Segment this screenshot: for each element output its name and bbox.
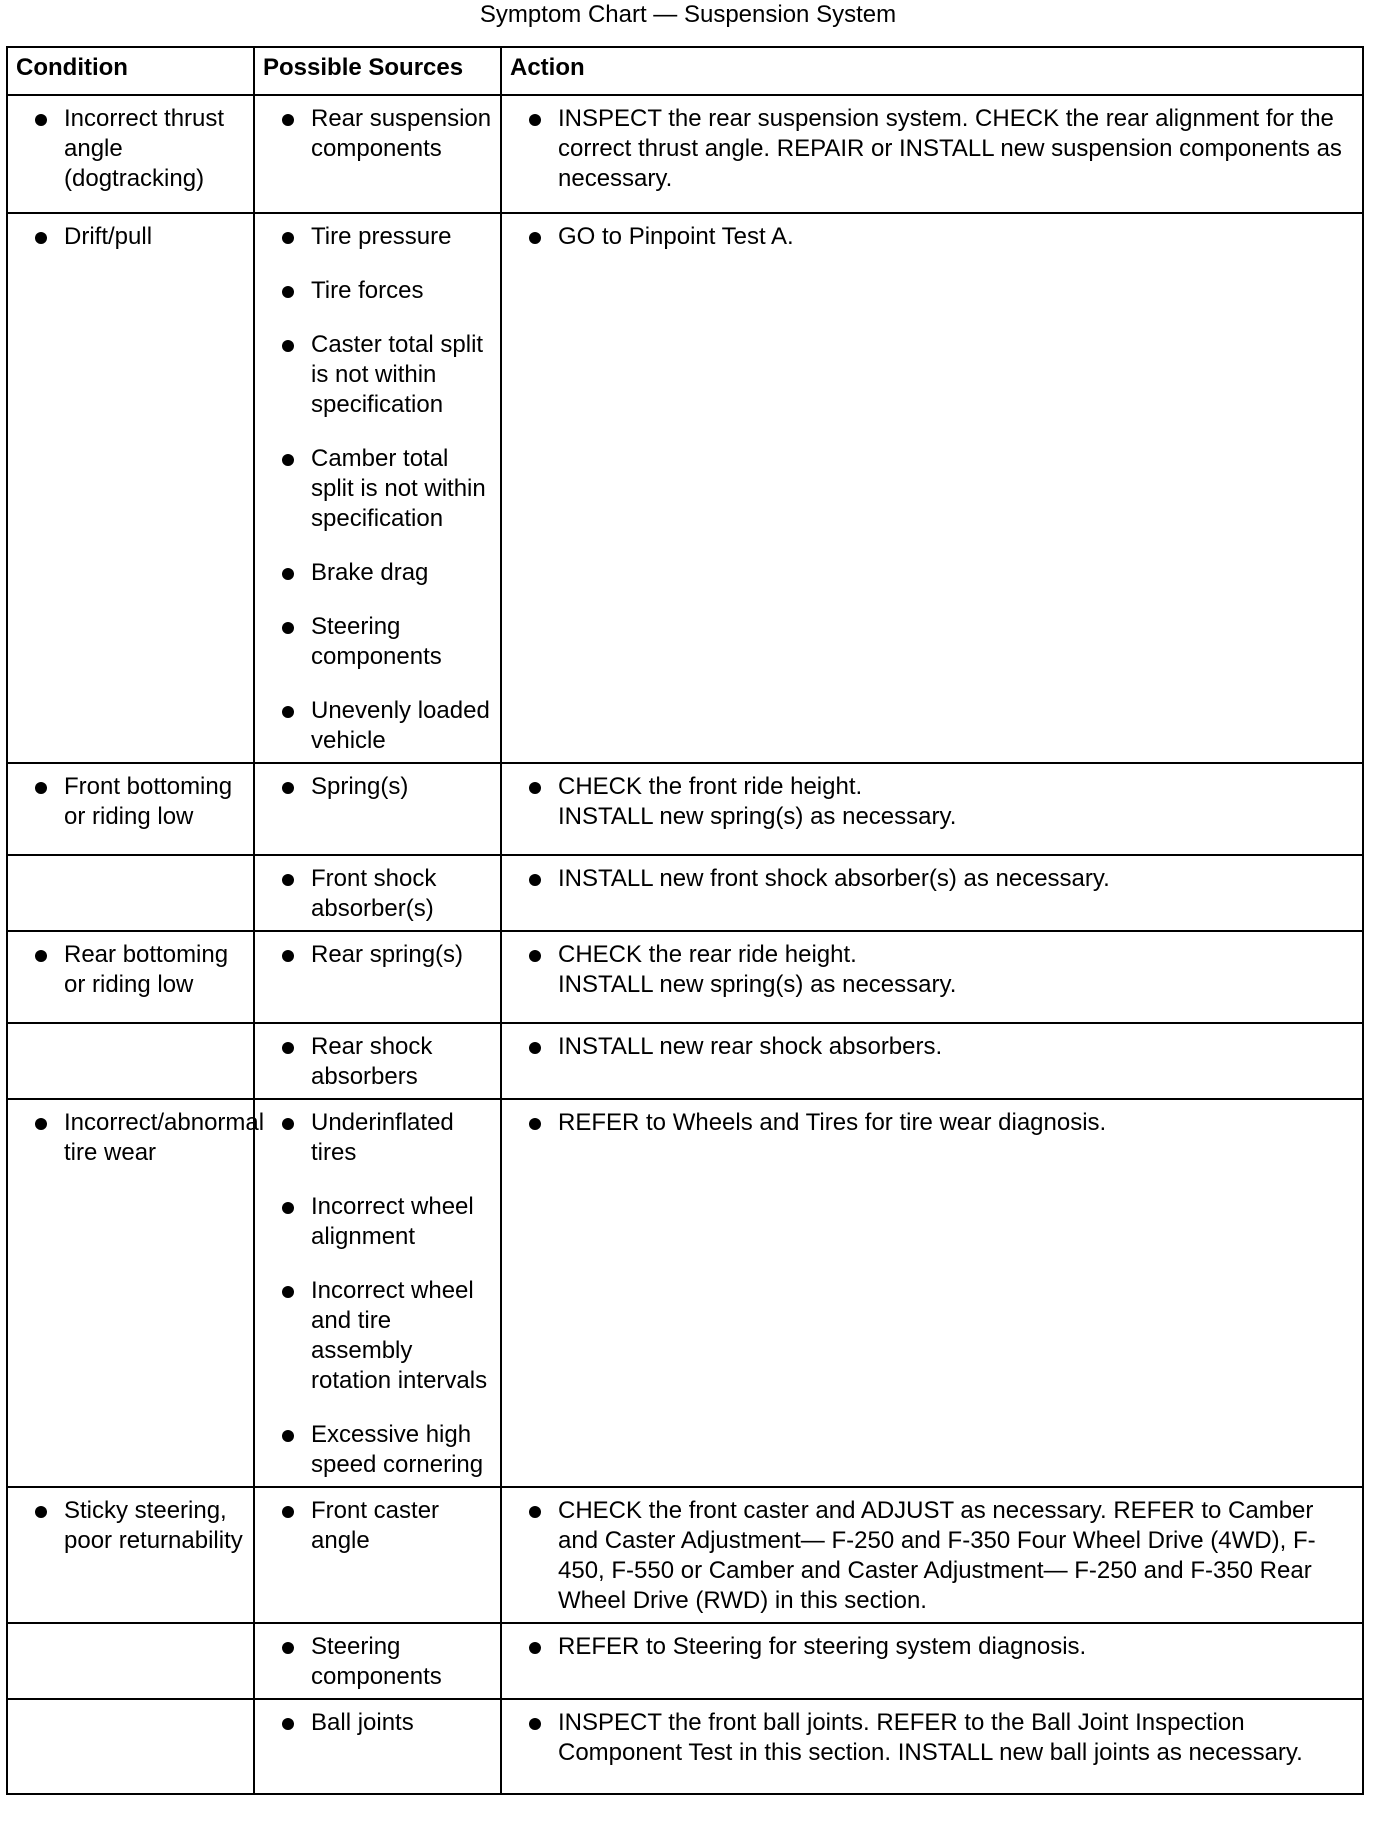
header-action: Action [501, 47, 1363, 95]
source-item: Rear shock absorbers [255, 1032, 492, 1092]
source-item: Steering components [255, 612, 492, 672]
bullet-list [8, 222, 245, 252]
bullet-list [502, 864, 1354, 894]
action-cell [501, 1487, 1363, 1623]
possible-sources-cell [254, 1023, 501, 1099]
action-item [502, 772, 1354, 832]
action-cell [501, 931, 1363, 1023]
source-item: Tire forces [255, 276, 492, 306]
bullet-list [255, 1708, 492, 1738]
bullet-list [255, 104, 492, 164]
possible-sources-cell [254, 855, 501, 931]
condition-cell [7, 763, 254, 855]
possible-sources-cell [254, 1487, 501, 1623]
possible-sources-cell [254, 763, 501, 855]
source-item: Brake drag [255, 558, 492, 588]
header-condition: Condition [7, 47, 254, 95]
possible-sources-cell [254, 213, 501, 763]
source-item: Camber total split is not within specification [255, 444, 492, 534]
table-row [7, 1023, 1363, 1099]
bullet-list [8, 772, 245, 832]
bullet-list [502, 1032, 1354, 1062]
possible-sources-cell [254, 1699, 501, 1794]
condition-item: Front bottoming or riding low [8, 772, 245, 832]
condition-item: Drift/pull [8, 222, 245, 252]
condition-item: Incorrect/abnormal tire wear [8, 1108, 245, 1168]
action-item: INSPECT the rear suspension system. CHECK the rear alignment for the correct thrust angle. REPAIR or INSTALL new suspension components as necessary. [502, 104, 1354, 194]
action-cell [501, 213, 1363, 763]
chart-title: Symptom Chart — Suspension System [479, 1, 897, 28]
action-item: INSTALL new rear shock absorbers. [502, 1032, 1354, 1062]
condition-cell [7, 95, 254, 213]
bullet-list [502, 772, 1354, 832]
header-row [7, 47, 1363, 95]
bullet-list [255, 1032, 492, 1092]
action-item: INSTALL new front shock absorber(s) as necessary. [502, 864, 1354, 894]
source-item: Front caster angle [255, 1496, 492, 1556]
source-item: Rear suspension components [255, 104, 492, 164]
table-row [7, 1487, 1363, 1623]
possible-sources-cell [254, 1099, 501, 1487]
bullet-list [8, 940, 245, 1000]
table-row [7, 95, 1363, 213]
action-line: CHECK the front ride height. [558, 773, 863, 800]
action-cell [501, 1023, 1363, 1099]
table-row [7, 1623, 1363, 1699]
bullet-list [255, 222, 492, 756]
condition-cell [7, 213, 254, 763]
table-row [7, 855, 1363, 931]
bullet-list [502, 104, 1354, 194]
bullet-list [502, 940, 1354, 1000]
action-cell [501, 1623, 1363, 1699]
source-item: Underinflated tires [255, 1108, 492, 1168]
condition-cell [7, 1099, 265, 1487]
action-item: REFER to Steering for steering system diagnosis. [502, 1632, 1354, 1662]
action-item: REFER to Wheels and Tires for tire wear diagnosis. [502, 1108, 1354, 1138]
action-item: CHECK the front caster and ADJUST as necessary. REFER to Camber and Caster Adjustment— F-250 and F-350 Four Wheel Drive (4WD), F-450, F-550 or Camber and Caster Adjustment— F-250 and F-350 Rear Wheel Drive (RWD) in this section. [502, 1496, 1354, 1616]
bullet-list [255, 864, 492, 924]
action-item: INSPECT the front ball joints. REFER to the Ball Joint Inspection Component Test in this section. INSTALL new ball joints as necessary. [502, 1708, 1354, 1768]
source-item: Unevenly loaded vehicle [255, 696, 492, 756]
bullet-list [502, 1632, 1354, 1662]
bullet-list [255, 772, 492, 802]
source-item: Excessive high speed cornering [255, 1420, 492, 1480]
condition-cell [7, 1487, 254, 1623]
bullet-list [8, 1496, 245, 1556]
table-row [7, 1099, 1363, 1487]
condition-item: Rear bottoming or riding low [8, 940, 245, 1000]
bullet-list [255, 1108, 492, 1480]
bullet-list [255, 1496, 492, 1556]
source-item: Ball joints [255, 1708, 492, 1738]
action-item: GO to Pinpoint Test A. [502, 222, 1354, 252]
source-item: Incorrect wheel and tire assembly rotation intervals [255, 1276, 492, 1396]
table-row [7, 1699, 1363, 1794]
source-item: Spring(s) [255, 772, 492, 802]
action-cell [501, 1699, 1363, 1794]
action-cell [501, 1099, 1363, 1487]
action-line: INSTALL new spring(s) as necessary. [558, 971, 957, 998]
source-item: Front shock absorber(s) [255, 864, 492, 924]
bullet-list [255, 940, 492, 970]
action-cell [501, 763, 1363, 855]
possible-sources-cell [254, 95, 501, 213]
source-item: Rear spring(s) [255, 940, 492, 970]
source-item: Incorrect wheel alignment [255, 1192, 492, 1252]
bullet-list [502, 1108, 1354, 1138]
action-cell [501, 855, 1363, 931]
condition-cell [7, 1623, 254, 1699]
bullet-list [502, 1708, 1354, 1768]
condition-item: Sticky steering, poor returnability [8, 1496, 245, 1556]
bullet-list [8, 1108, 265, 1168]
action-line: CHECK the rear ride height. [558, 941, 857, 968]
bullet-list [8, 104, 245, 194]
bullet-list [502, 222, 1354, 252]
action-line: INSTALL new spring(s) as necessary. [558, 803, 957, 830]
condition-cell [7, 1699, 254, 1794]
condition-cell [7, 1023, 254, 1099]
action-cell [501, 95, 1363, 213]
table-row [7, 763, 1363, 855]
bullet-list [502, 1496, 1354, 1616]
possible-sources-cell [254, 931, 501, 1023]
source-item: Steering components [255, 1632, 492, 1692]
possible-sources-cell [254, 1623, 501, 1699]
bullet-list [255, 1632, 492, 1692]
action-item [502, 940, 1354, 1000]
source-item: Tire pressure [255, 222, 492, 252]
condition-cell [7, 931, 254, 1023]
condition-item: Incorrect thrust angle (dogtracking) [8, 104, 245, 194]
table-row [7, 931, 1363, 1023]
header-possible-sources: Possible Sources [254, 47, 501, 95]
table-row [7, 213, 1363, 763]
symptom-chart-table [6, 46, 1364, 1795]
source-item: Caster total split is not within specification [255, 330, 492, 420]
condition-cell [7, 855, 254, 931]
